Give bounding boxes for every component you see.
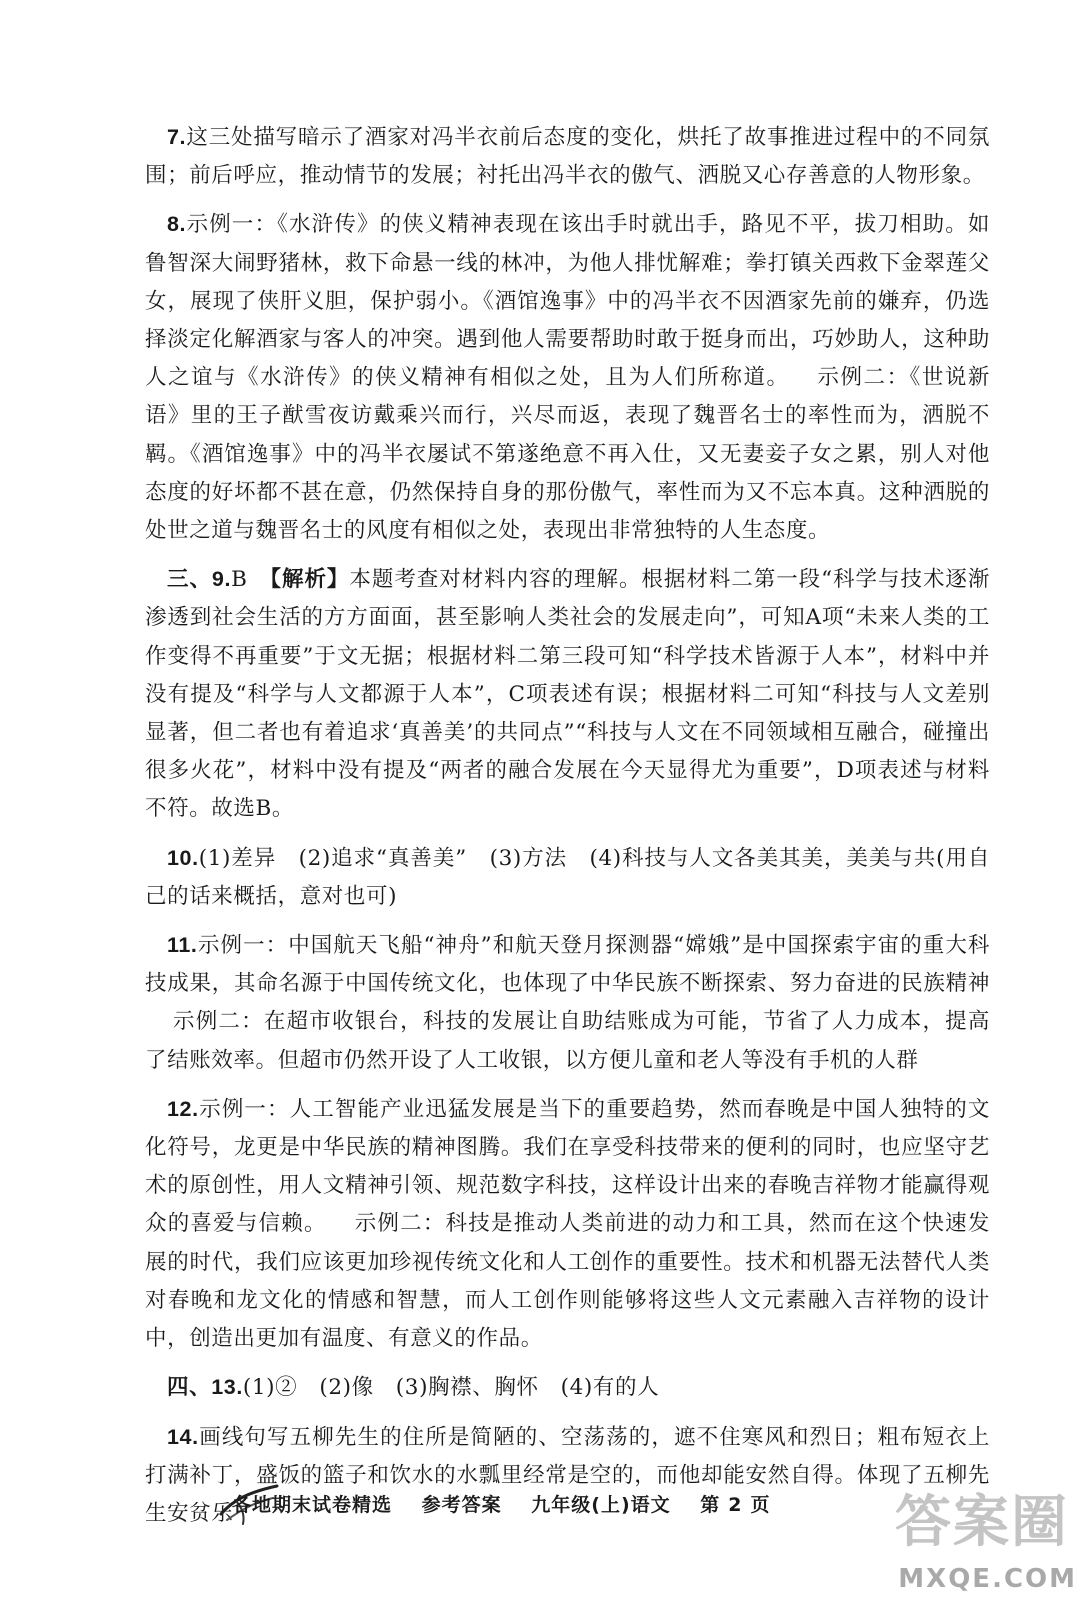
page-number: 2 <box>728 1494 743 1516</box>
question-number: 三、9. <box>167 567 232 592</box>
page-prefix: 第 <box>700 1494 721 1516</box>
answer-page <box>145 118 990 1533</box>
page-footer <box>232 1485 932 1525</box>
answer-text-example-2: 示例二：《世说新语》里的王子猷雪夜访戴乘兴而行，兴尽而返，表现了魏晋名士的率性而为，洒脱不羁。《酒馆逸事》中的冯半衣屡试不第遂绝意不再入仕，又无妻妾子女之累，别人对他态度的好坏都不甚在意，仍然保持自身的那份傲气，率性而为又不忘本真。这种洒脱的处世之道与魏晋名士的风度有相似之处，表现出非常独特的人生态度。 <box>145 365 990 544</box>
answer-text-example-2: 示例二：科技是推动人类前进的动力和工具，然而在这个快速发展的时代，我们应该更加珍视传统文化和人工创作的重要性。技术和机器无法替代人类对春晚和龙文化的情感和智慧，而人工创作则能够将这些人文元素融入吉祥物的设计中，创造出更加有温度、有意义的作品。 <box>145 1211 990 1352</box>
answer-text: 这三处描写暗示了酒家对冯半衣前后态度的变化，烘托了故事推进过程中的不同氛围；前后呼应，推动情节的发展；衬托出冯半衣的傲气、洒脱又心存善意的人物形象。 <box>145 125 990 189</box>
answer-text: (1)差异 (2)追求“真善美” (3)方法 (4)科技与人文各美其美，美美与共(用自己的话来概括，意对也可) <box>145 845 990 909</box>
answer-9 <box>145 560 990 828</box>
page-suffix: 页 <box>750 1494 771 1516</box>
answer-text-example-2: 示例二：在超市收银台，科技的发展让自助结账成为可能，节省了人力成本，提高了结账效率。但超市仍然开设了人工收银，以方便儿童和老人等没有手机的人群 <box>145 1009 990 1073</box>
watermark-url-text: MXQE.COM <box>898 1564 1077 1594</box>
footer-answer: 参考答案 <box>421 1494 502 1516</box>
footer-grade: 九年级(上)语文 <box>531 1494 671 1516</box>
question-number: 14. <box>167 1424 199 1449</box>
answer-text: 画线句写五柳先生的住所是简陋的、空荡荡的，遮不住寒风和烈日；粗布短衣上打满补丁，盛饭的篮子和饮水的水瓢里经常是空的，而他却能安然自得。体现了五柳先生安贫乐 <box>145 1424 990 1526</box>
answer-12 <box>145 1090 990 1358</box>
question-number: 四、13. <box>167 1375 243 1400</box>
question-number: 11. <box>167 933 198 958</box>
answer-8 <box>145 205 990 550</box>
answer-10 <box>145 839 990 916</box>
question-number: 10. <box>167 845 199 870</box>
answer-text: 示例一：中国航天飞船“神舟”和航天登月探测器“嫦娥”是中国探索宇宙的重大科技成果，其命名源于中国传统文化，也体现了中华民族不断探索、努力奋进的民族精神 <box>145 933 990 997</box>
watermark-big-text: 答案圈 <box>895 1490 1069 1555</box>
answer-text: 示例一：《水浒传》的侠义精神表现在该出手时就出手，路见不平，拔刀相助。如鲁智深大闹野猪林，救下命悬一线的林冲，为他人排忧解难；拳打镇关西救下金翠莲父女，展现了侠肝义胆，保护弱小。《酒馆逸事》中的冯半衣不因酒家先前的嫌弃，仍选择淡定化解酒家与客人的冲突。遇到他人需要帮助时敢于挺身而出，巧妙助人，这种助人之谊与《水浒传》的侠义精神有相似之处，且为人们所称道。 <box>145 212 990 391</box>
answer-text: 示例一：人工智能产业迅猛发展是当下的重要趋势，然而春晚是中国人独特的文化符号，龙更是中华民族的精神图腾。我们在享受科技带来的便利的同时，也应坚守艺术的原创性，用人文精神引领、规范数字科技，这样设计出来的春晚吉祥物才能赢得观众的喜爱与信赖。 <box>145 1096 990 1237</box>
question-number: 7. <box>167 125 187 149</box>
answer-11 <box>145 926 990 1080</box>
footer-page <box>700 1494 770 1516</box>
answer-choice: B <box>231 567 248 593</box>
question-number: 8. <box>167 212 187 237</box>
answer-text: 本题考查对材料内容的理解。根据材料二第一段“科学与技术逐渐渗透到社会生活的方方面面，甚至影响人类社会的发展走向”，可知A项“未来人类的工作变得不再重要”于文无据；根据材料二第三段可知“科学技术皆源于人本”，材料中并没有提及“科学与人文都源于人本”，C项表述有误；根据材料二可知“科技与人文差别显著，但二者也有着追求‘真善美’的共同点”“科技与人文在不同领域相互融合，碰撞出很多火花”，材料中没有提及“两者的融合发展在今天显得尤为重要”，D项表述与材料不符。故选B。 <box>145 567 990 822</box>
footer-title: 各地期末试卷精选 <box>232 1494 393 1516</box>
answer-7 <box>145 118 990 195</box>
answer-text: (1)② (2)像 (3)胸襟、胸怀 (4)有的人 <box>242 1375 660 1401</box>
answer-13 <box>145 1368 990 1407</box>
analysis-tag: 【解析】 <box>270 567 350 593</box>
question-number: 12. <box>167 1096 199 1121</box>
